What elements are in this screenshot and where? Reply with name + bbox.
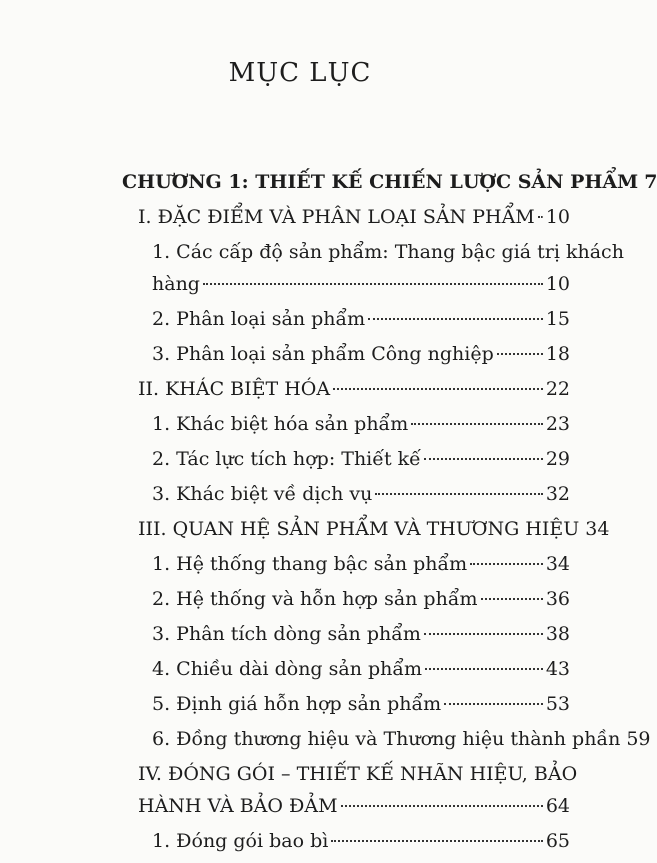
toc-page-number: 34 [585, 518, 610, 540]
toc-page-number: 22 [545, 378, 570, 400]
toc-entry [0, 653, 600, 685]
toc-page-number: 15 [545, 308, 570, 330]
toc-entry-label-cont: hàng [152, 273, 200, 295]
toc-entry-label: 2. Hệ thống và hỗn hợp sản phẩm [152, 588, 478, 610]
toc-page-number: 38 [545, 623, 570, 645]
toc-list [0, 166, 657, 860]
toc-leader-dots [331, 840, 543, 842]
toc-entry-row [152, 618, 570, 650]
toc-entry-row [152, 548, 570, 580]
toc-entry-label: 2. Phân loại sản phẩm [152, 308, 366, 330]
toc-entry [0, 618, 600, 650]
toc-leader-dots [538, 216, 543, 218]
toc-entry-row [152, 268, 570, 300]
toc-entry-row [152, 825, 570, 857]
toc-entry-label: 6. Đồng thương hiệu và Thương hiệu thành phần [152, 728, 621, 750]
toc-page-number: 53 [545, 693, 570, 715]
toc-entry [0, 408, 600, 440]
toc-leader-dots [497, 353, 543, 355]
toc-entry [0, 443, 600, 475]
toc-entry-label: 1. Khác biệt hóa sản phẩm [152, 413, 409, 435]
toc-entry [0, 338, 600, 370]
toc-page-number: 32 [545, 483, 570, 505]
toc-page-number: 64 [545, 795, 570, 817]
toc-entry [0, 236, 624, 300]
toc-leader-dots [470, 563, 543, 565]
page-title: MỤC LỤC [228, 58, 372, 88]
toc-entry-label: 3. Khác biệt về dịch vụ [152, 483, 373, 505]
toc-entry-row [152, 338, 570, 370]
toc-page-number: 43 [545, 658, 570, 680]
toc-entry-label-cont: HÀNH VÀ BẢO ĐẢM [138, 795, 338, 817]
toc-page-number: 29 [545, 448, 570, 470]
toc-page-number: 23 [545, 413, 570, 435]
toc-entry-row [152, 303, 570, 335]
toc-leader-dots [481, 598, 543, 600]
toc-leader-dots [425, 668, 543, 670]
toc-leader-dots [368, 318, 543, 320]
toc-page-number: 65 [545, 830, 570, 852]
toc-entry [0, 201, 600, 233]
toc-entry-label: 1. Hệ thống thang bậc sản phẩm [152, 553, 468, 575]
toc-leader-dots [424, 458, 543, 460]
toc-entry [0, 723, 651, 755]
toc-leader-dots [411, 423, 543, 425]
toc-entry [0, 303, 600, 335]
toc-entry [0, 548, 600, 580]
toc-entry [0, 166, 657, 198]
toc-entry-row [138, 790, 570, 822]
toc-entry [0, 478, 600, 510]
toc-entry-row [152, 723, 651, 755]
toc-entry-label: CHƯƠNG 1: THIẾT KẾ CHIẾN LƯỢC SẢN PHẨM [122, 171, 639, 193]
toc-entry-row [122, 166, 657, 198]
toc-leader-dots [375, 493, 542, 495]
toc-entry-label: 1. Đóng gói bao bì [152, 830, 329, 852]
toc-entry-row [138, 373, 570, 405]
toc-entry [0, 583, 600, 615]
toc-entry-label: 3. Phân tích dòng sản phẩm [152, 623, 421, 645]
toc-entry-row [152, 688, 570, 720]
toc-page-number: 18 [545, 343, 570, 365]
toc-entry [0, 758, 600, 822]
toc-page-number: 34 [545, 553, 570, 575]
toc-entry-label: 1. Các cấp độ sản phẩm: Thang bậc giá trị khách [152, 241, 624, 263]
toc-leader-dots [424, 633, 543, 635]
toc-entry-row [152, 478, 570, 510]
toc-page-number: 7 [644, 171, 657, 193]
toc-page-number: 36 [545, 588, 570, 610]
toc-entry [0, 373, 600, 405]
toc-entry-label: III. QUAN HỆ SẢN PHẨM VÀ THƯƠNG HIỆU [138, 518, 580, 540]
toc-entry-label: II. KHÁC BIỆT HÓA [138, 378, 331, 400]
toc-page-number: 10 [545, 206, 570, 228]
toc-entry-row [152, 443, 570, 475]
toc-entry-label: 4. Chiều dài dòng sản phẩm [152, 658, 423, 680]
toc-entry-row [138, 201, 570, 233]
toc-entry-row [152, 408, 570, 440]
toc-leader-dots [333, 388, 543, 390]
toc-entry-label: IV. ĐÓNG GÓI – THIẾT KẾ NHÃN HIỆU, BẢO [138, 763, 578, 785]
toc-entry [0, 825, 600, 857]
toc-entry [0, 513, 610, 545]
toc-entry-label: I. ĐẶC ĐIỂM VÀ PHÂN LOẠI SẢN PHẨM [138, 206, 535, 228]
toc-entry-row [138, 513, 610, 545]
toc-page-number: 59 [626, 728, 651, 750]
toc-entry-label: 2. Tác lực tích hợp: Thiết kế [152, 448, 421, 470]
toc-entry-row [152, 653, 570, 685]
toc-page-number: 10 [545, 273, 570, 295]
toc-leader-dots [341, 805, 543, 807]
toc-entry [0, 688, 600, 720]
toc-leader-dots [203, 283, 543, 285]
toc-entry-row [152, 583, 570, 615]
toc-entry-label: 5. Định giá hỗn hợp sản phẩm [152, 693, 442, 715]
toc-entry-label: 3. Phân loại sản phẩm Công nghiệp [152, 343, 494, 365]
toc-leader-dots [444, 703, 543, 705]
